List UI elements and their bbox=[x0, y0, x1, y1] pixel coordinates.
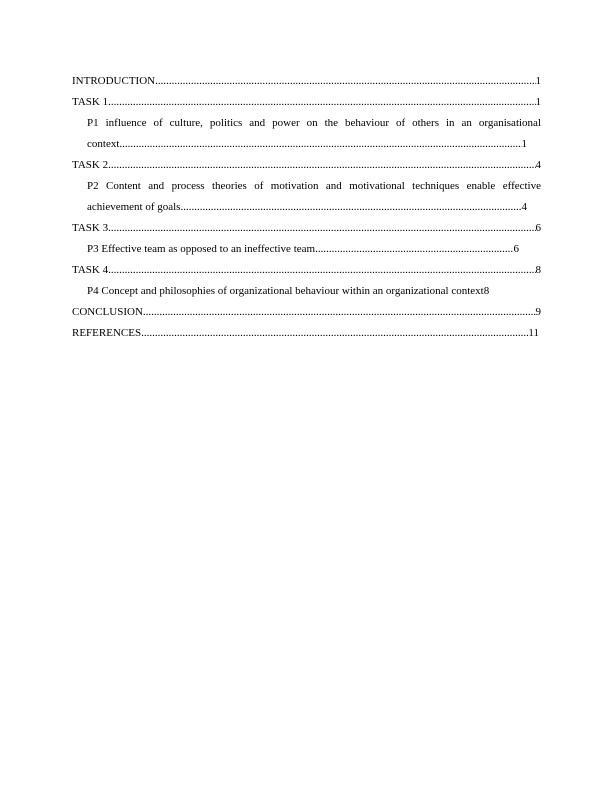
toc-title-line-2: achievement of goals bbox=[87, 201, 181, 213]
toc-leader-dots bbox=[108, 260, 535, 281]
toc-entry-references[interactable] bbox=[72, 323, 541, 344]
toc-page-number: 1 bbox=[535, 96, 541, 108]
toc-page-number: 4 bbox=[521, 201, 527, 213]
toc-title: INTRODUCTION bbox=[72, 75, 156, 87]
toc-leader-dots bbox=[155, 71, 535, 92]
toc-leader-dots bbox=[119, 134, 521, 155]
toc-title: TASK 1 bbox=[72, 96, 109, 108]
toc-entry-conclusion[interactable] bbox=[72, 302, 541, 323]
toc-title: P3 Effective team as opposed to an ineffective team bbox=[87, 243, 316, 255]
toc-entry-task-3[interactable] bbox=[72, 218, 541, 239]
toc-entry-introduction[interactable] bbox=[72, 71, 541, 92]
toc-entry-p1[interactable] bbox=[87, 113, 541, 155]
toc-page-number: 9 bbox=[535, 306, 541, 318]
toc-page-number: 1 bbox=[535, 75, 541, 87]
toc-page-number: 4 bbox=[535, 159, 541, 171]
toc-leader-dots bbox=[108, 218, 535, 239]
toc-leader-dots bbox=[315, 239, 513, 260]
toc-page-number: 6 bbox=[513, 243, 519, 255]
toc-title-line-2: context bbox=[87, 138, 120, 150]
toc-entry-task-1[interactable] bbox=[72, 92, 541, 113]
toc-title: TASK 2 bbox=[72, 159, 109, 171]
toc-page-number: 8 bbox=[535, 264, 541, 276]
toc-leader-dots bbox=[141, 323, 528, 344]
toc-title: TASK 4 bbox=[72, 264, 109, 276]
toc-leader-dots bbox=[143, 302, 536, 323]
toc-entry-p4[interactable] bbox=[87, 281, 541, 302]
toc-entry-task-4[interactable] bbox=[72, 260, 541, 281]
toc-title-line-1: P2 Content and process theories of motivation and motivational techniques enable effective bbox=[87, 180, 541, 192]
toc-page-number: 1 bbox=[521, 138, 527, 150]
toc-entry-p3[interactable] bbox=[87, 239, 541, 260]
toc-entry-task-2[interactable] bbox=[72, 155, 541, 176]
toc-page-number: 11 bbox=[528, 327, 539, 339]
toc-page-number: 8 bbox=[483, 285, 490, 297]
toc-leader-dots bbox=[108, 155, 535, 176]
toc-leader-dots bbox=[180, 197, 521, 218]
toc-title: REFERENCES bbox=[72, 327, 142, 339]
toc-entry-p2[interactable] bbox=[87, 176, 541, 218]
toc-title-line-1: P1 influence of culture, politics and power on the behaviour of others in an organisational bbox=[87, 117, 541, 129]
table-of-contents bbox=[72, 71, 541, 344]
toc-title: CONCLUSION bbox=[72, 306, 143, 318]
toc-leader-dots bbox=[108, 92, 535, 113]
toc-title: P4 Concept and philosophies of organizational behaviour within an organizational context bbox=[87, 285, 484, 297]
toc-page-number: 6 bbox=[535, 222, 541, 234]
toc-title: TASK 3 bbox=[72, 222, 109, 234]
